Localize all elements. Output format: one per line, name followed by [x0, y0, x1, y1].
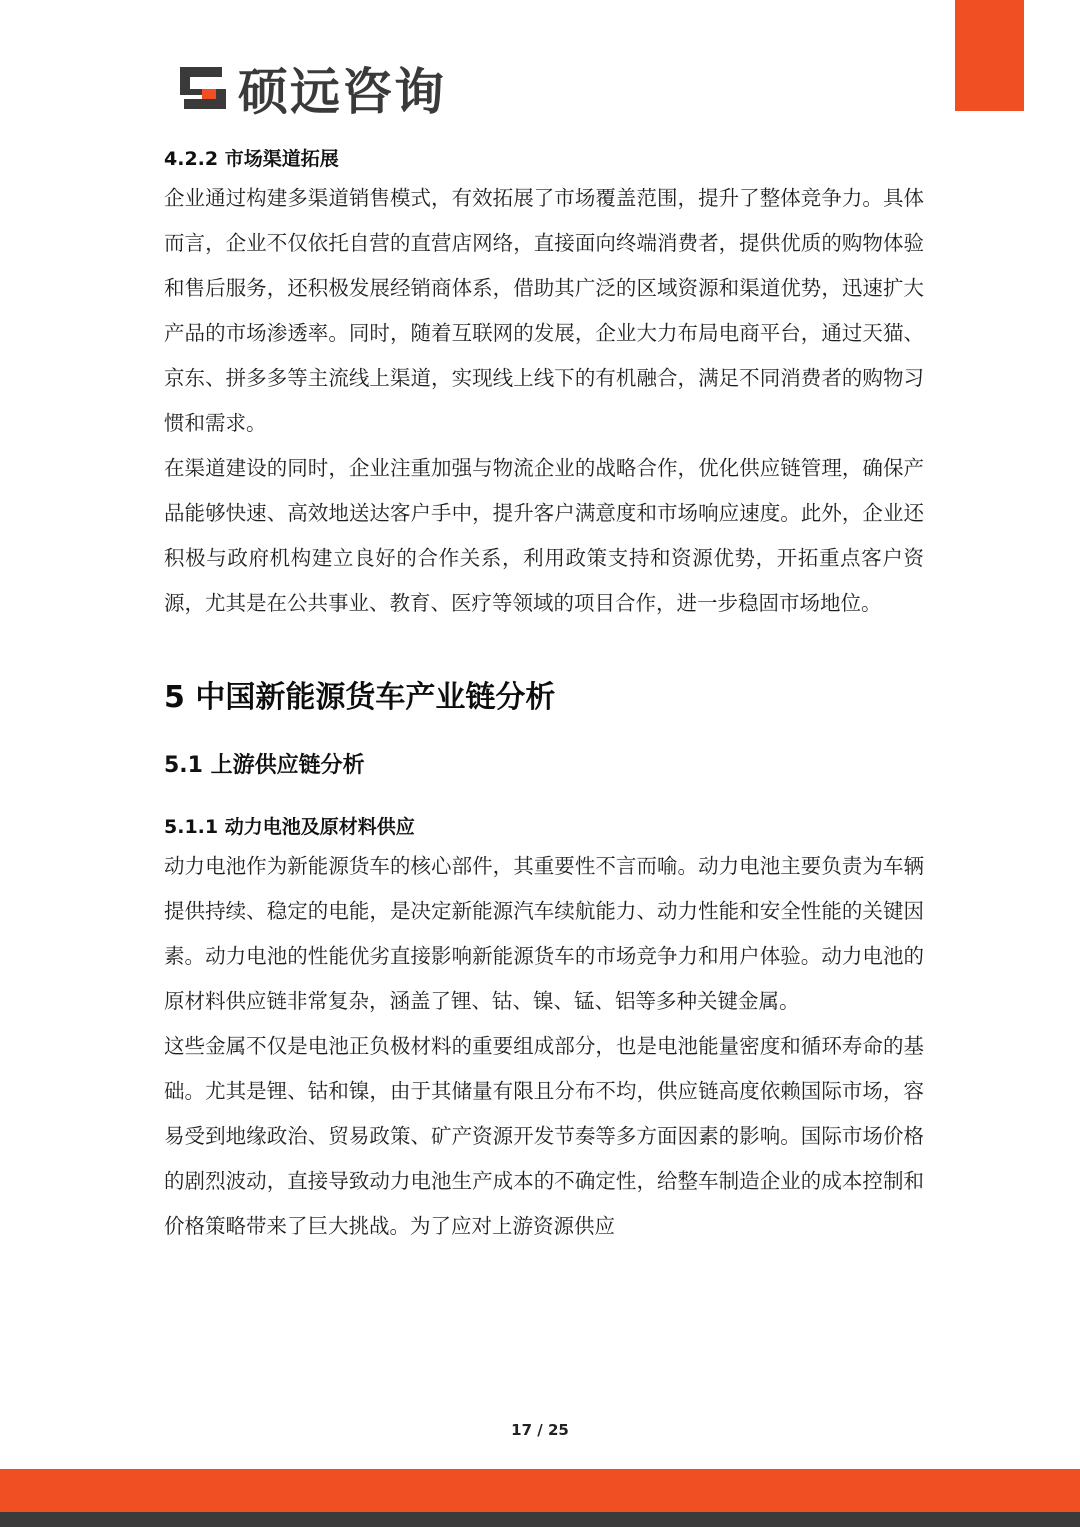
paragraph: 在渠道建设的同时，企业注重加强与物流企业的战略合作，优化供应链管理，确保产品能够快速、高效地送达客户手中，提升客户满意度和市场响应速度。此外，企业还积极与政府机构建立良好的合作关系，利用政策支持和资源优势，开拓重点客户资源，尤其是在公共事业、教育、医疗等领域的项目合作，进一步稳固市场地位。 — [164, 456, 924, 615]
brand-name: 硕远咨询 — [238, 63, 446, 121]
corner-accent-tab — [955, 0, 1024, 111]
footer-accent-bar — [0, 1469, 1080, 1512]
brand-logo — [176, 58, 446, 121]
sy-logo-icon — [176, 63, 230, 113]
page-number: 17 / 25 — [511, 1421, 569, 1439]
footer-dark-strip — [0, 1512, 1080, 1527]
paragraph: 这些金属不仅是电池正负极材料的重要组成部分，也是电池能量密度和循环寿命的基础。尤其是锂、钴和镍，由于其储量有限且分布不均，供应链高度依赖国际市场，容易受到地缘政治、贸易政策、矿产资源开发节奏等多方面因素的影响。国际市场价格的剧烈波动，直接导致动力电池生产成本的不确定性，给整车制造企业的成本控制和价格策略带来了巨大挑战。为了应对上游资源供应 — [164, 1034, 924, 1238]
chapter-heading: 5 中国新能源货车产业链分析 — [164, 680, 556, 715]
paragraph: 动力电池作为新能源货车的核心部件，其重要性不言而喻。动力电池主要负责为车辆提供持续、稳定的电能，是决定新能源汽车续航能力、动力性能和安全性能的关键因素。动力电池的性能优劣直接影响新能源货车的市场竞争力和用户体验。动力电池的原材料供应链非常复杂，涵盖了锂、钴、镍、锰、铝等多种关键金属。 — [164, 854, 924, 1013]
section-heading-5-1: 5.1 上游供应链分析 — [164, 753, 365, 778]
heading-5-1-1: 5.1.1 动力电池及原材料供应 — [164, 816, 415, 838]
heading-4-2-2: 4.2.2 市场渠道拓展 — [164, 148, 339, 170]
page-content — [164, 142, 924, 1249]
paragraph: 企业通过构建多渠道销售模式，有效拓展了市场覆盖范围，提升了整体竞争力。具体而言，企业不仅依托自营的直营店网络，直接面向终端消费者，提供优质的购物体验和售后服务，还积极发展经销商体系，借助其广泛的区域资源和渠道优势，迅速扩大产品的市场渗透率。同时，随着互联网的发展，企业大力布局电商平台，通过天猫、京东、拼多多等主流线上渠道，实现线上线下的有机融合，满足不同消费者的购物习惯和需求。 — [164, 186, 924, 435]
